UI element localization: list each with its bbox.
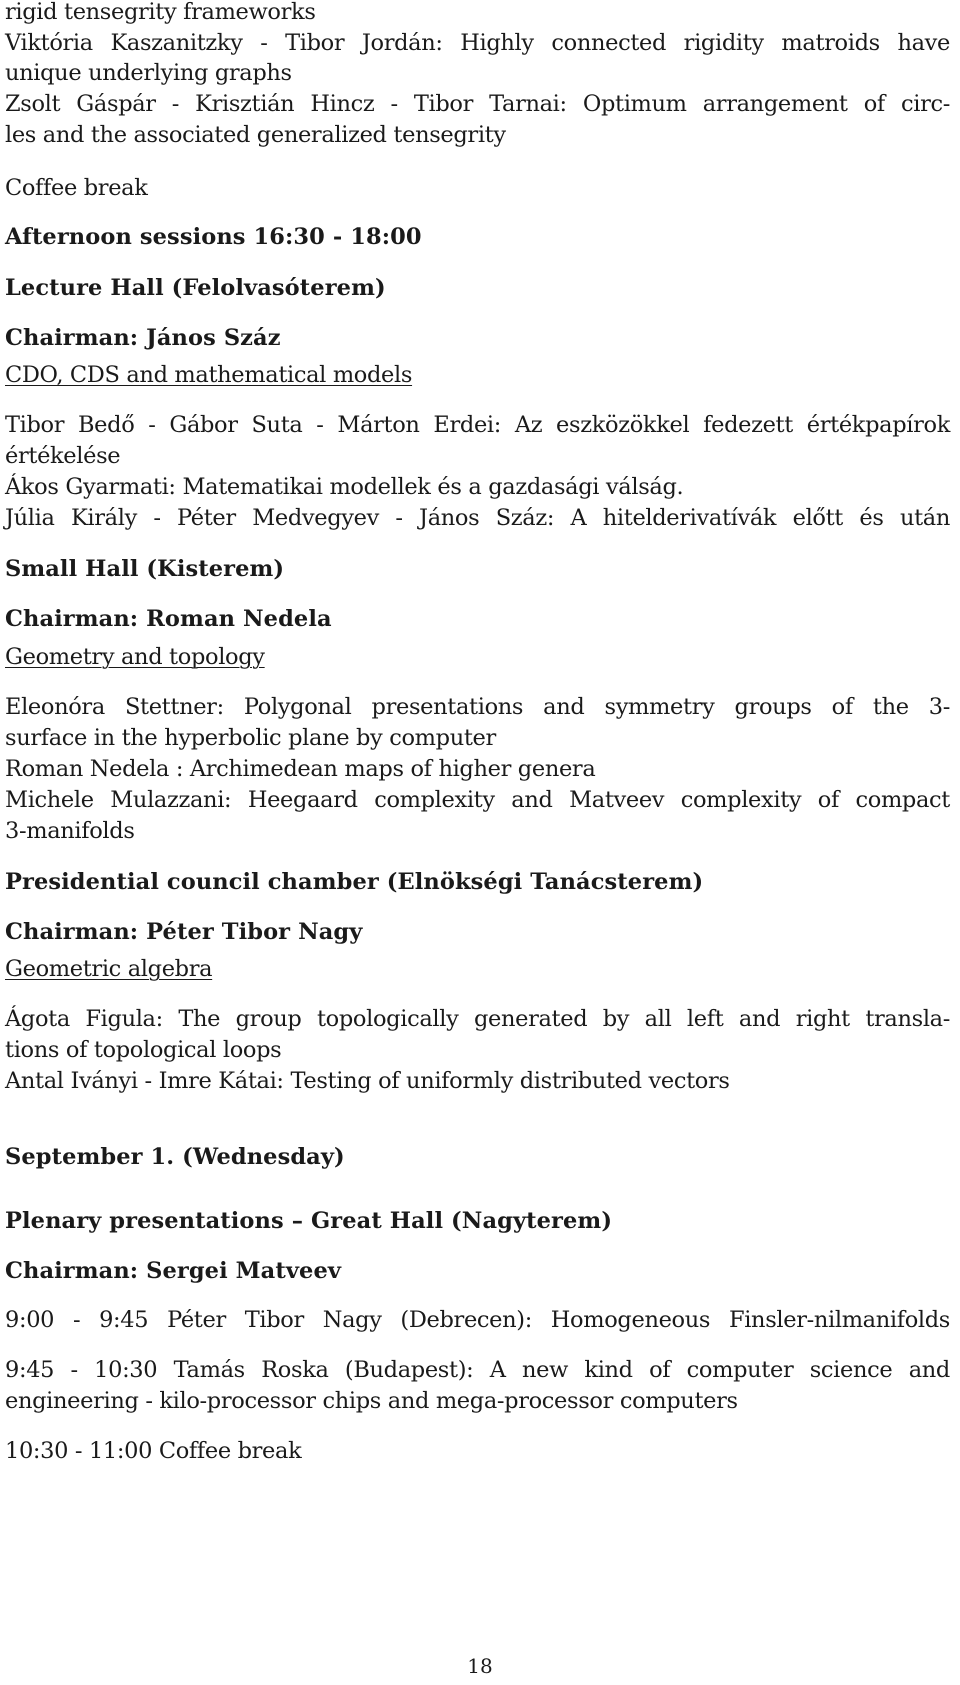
chairman-heading: Chairman: Péter Tibor Nagy bbox=[5, 919, 363, 945]
chairman-heading: Chairman: Sergei Matveev bbox=[5, 1258, 342, 1284]
text-line: Júlia Király - Péter Medvegyev - János Száz: A hitelderivatívák előtt és után bbox=[5, 505, 950, 531]
talk-line: engineering - kilo-processor chips and mega-processor computers bbox=[5, 1388, 738, 1414]
text-line: Ágota Figula: The group topologically generated by all left and right transla- bbox=[5, 1006, 950, 1032]
text-line: surface in the hyperbolic plane by computer bbox=[5, 725, 496, 751]
text-line: Michele Mulazzani: Heegaard complexity and Matveev complexity of compact bbox=[5, 787, 950, 813]
session-topic: Geometry and topology bbox=[5, 644, 265, 670]
plenary-heading: Plenary presentations – Great Hall (Nagyterem) bbox=[5, 1208, 613, 1234]
text-line: tions of topological loops bbox=[5, 1037, 282, 1063]
text-line: Tibor Bedő - Gábor Suta - Márton Erdei: Az eszközökkel fedezett értékpapírok bbox=[5, 412, 950, 438]
text-line: unique underlying graphs bbox=[5, 60, 292, 86]
session-topic: Geometric algebra bbox=[5, 956, 213, 982]
room-heading: Small Hall (Kisterem) bbox=[5, 556, 285, 582]
talk-line: 9:45 - 10:30 Tamás Roska (Budapest): A new kind of computer science and bbox=[5, 1357, 950, 1383]
text-line: Eleonóra Stettner: Polygonal presentations and symmetry groups of the 3- bbox=[5, 694, 950, 720]
text-line: 3-manifolds bbox=[5, 818, 135, 844]
text-line: értékelése bbox=[5, 443, 121, 469]
page-number: 18 bbox=[467, 1654, 493, 1678]
room-heading: Lecture Hall (Felolvasóterem) bbox=[5, 275, 386, 301]
text-line: Viktória Kaszanitzky - Tibor Jordán: Highly connected rigidity matroids have bbox=[5, 30, 950, 56]
text-line: les and the associated generalized tensegrity bbox=[5, 122, 506, 148]
session-heading: Afternoon sessions 16:30 - 18:00 bbox=[5, 224, 422, 250]
talk-line: 9:00 - 9:45 Péter Tibor Nagy (Debrecen): Homogeneous Finsler-nilmanifolds bbox=[5, 1307, 950, 1333]
text-line: Zsolt Gáspár - Krisztián Hincz - Tibor Tarnai: Optimum arrangement of circ- bbox=[5, 91, 950, 117]
session-topic: CDO, CDS and mathematical models bbox=[5, 362, 413, 388]
coffee-break: 10:30 - 11:00 Coffee break bbox=[5, 1438, 302, 1464]
text-line: Roman Nedela : Archimedean maps of higher genera bbox=[5, 756, 596, 782]
chairman-heading: Chairman: Roman Nedela bbox=[5, 606, 332, 632]
text-line: Antal Iványi - Imre Kátai: Testing of uniformly distributed vectors bbox=[5, 1068, 730, 1094]
room-heading: Presidential council chamber (Elnökségi Tanácsterem) bbox=[5, 869, 704, 895]
text-line: Ákos Gyarmati: Matematikai modellek és a gazdasági válság. bbox=[5, 474, 684, 500]
text-line: rigid tensegrity frameworks bbox=[5, 0, 316, 25]
coffee-break: Coffee break bbox=[5, 175, 148, 201]
day-heading: September 1. (Wednesday) bbox=[5, 1144, 345, 1170]
chairman-heading: Chairman: János Száz bbox=[5, 325, 281, 351]
